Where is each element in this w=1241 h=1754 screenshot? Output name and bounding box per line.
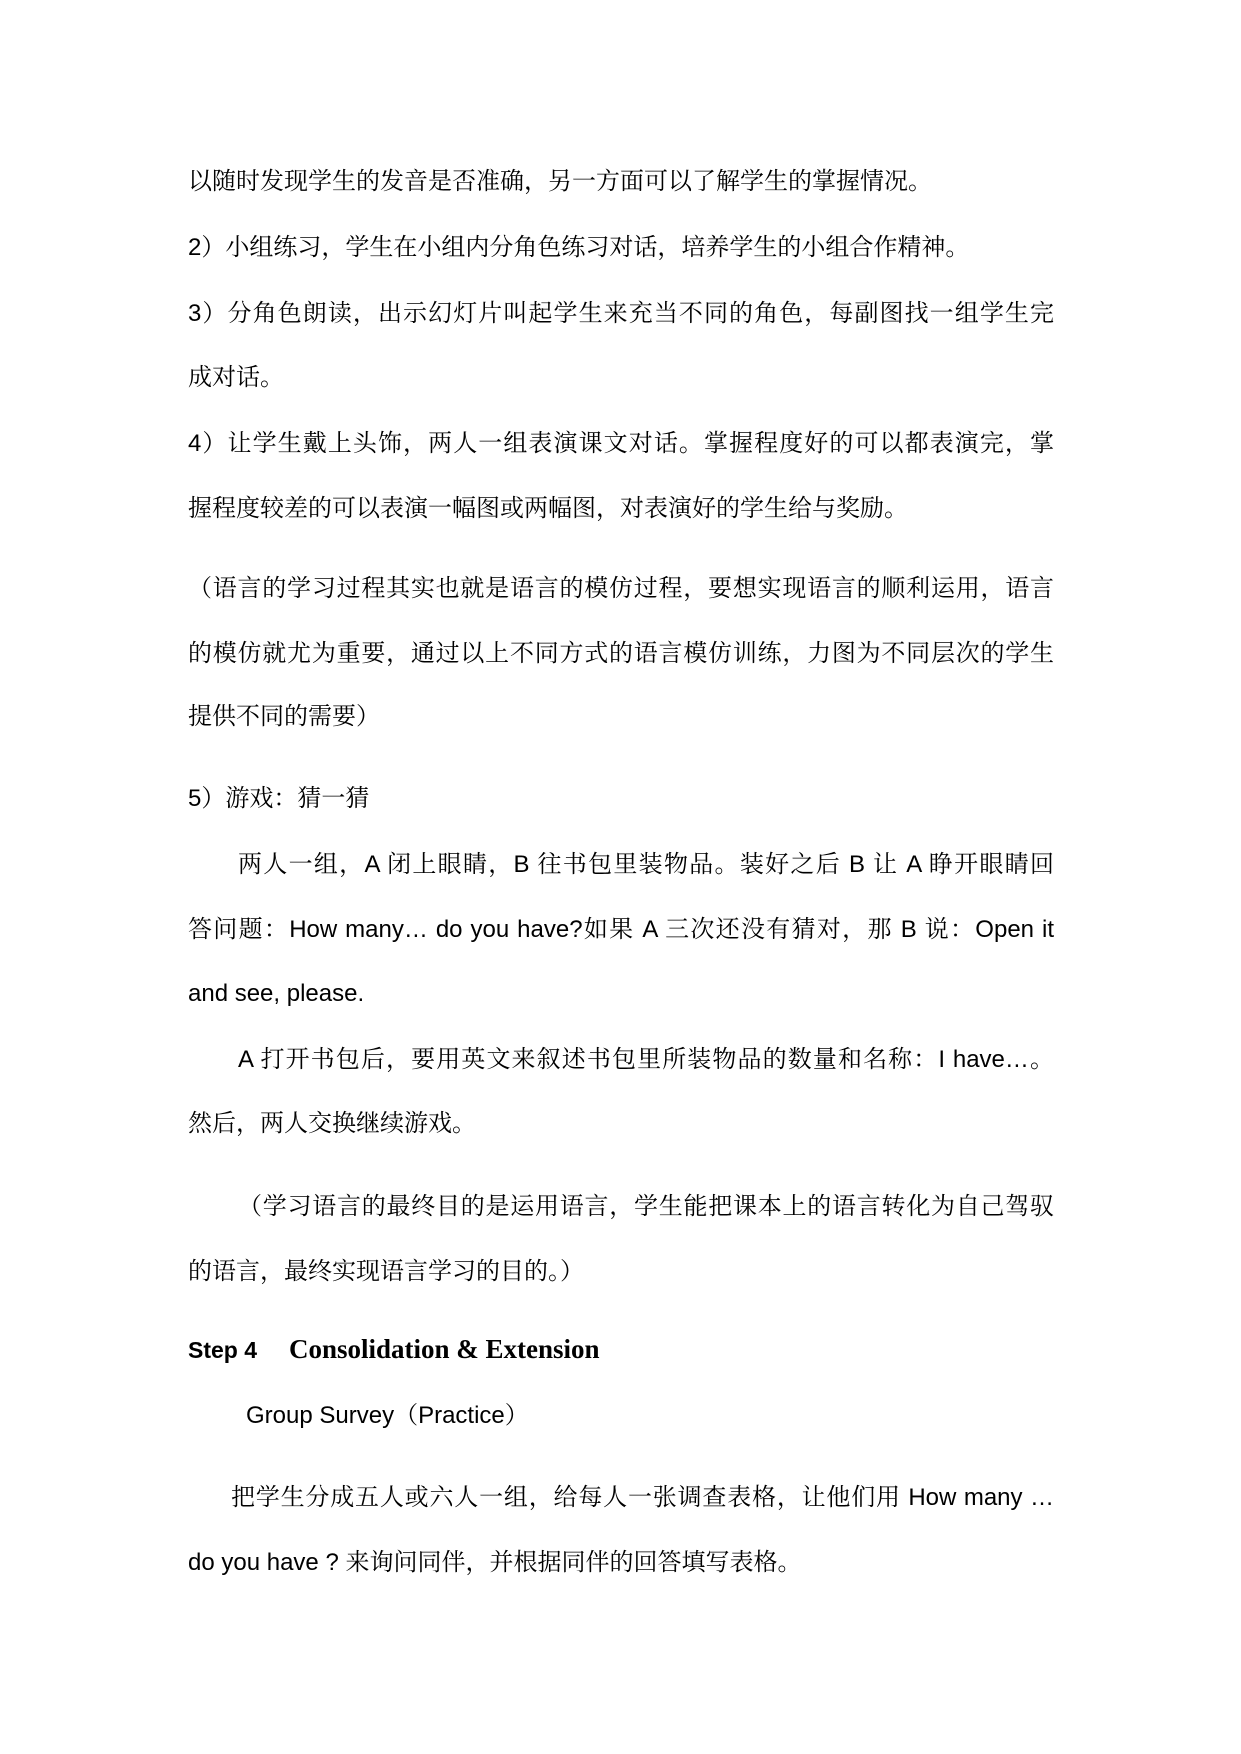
- paragraph-line: 成对话。: [188, 364, 284, 391]
- paragraph-line: 5）游戏：猜一猜: [188, 785, 370, 812]
- paragraph-line: do you have ? 来询问同伴，并根据同伴的回答填写表格。: [188, 1549, 802, 1576]
- step-label: Step 4: [188, 1337, 258, 1363]
- paragraph-line: 握程度较差的可以表演一幅图或两幅图，对表演好的学生给与奖励。: [188, 495, 908, 522]
- paragraph-line: A 打开书包后，要用英文来叙述书包里所装物品的数量和名称：I have…。: [238, 1046, 1054, 1073]
- paragraph-line: 把学生分成五人或六人一组，给每人一张调查表格，让他们用 How many …: [231, 1484, 1054, 1511]
- step-title: Consolidation & Extension: [289, 1334, 600, 1364]
- paragraph-line: （学习语言的最终目的是运用语言，学生能把课本上的语言转化为自己驾驭: [238, 1193, 1054, 1220]
- paragraph-line: （语言的学习过程其实也就是语言的模仿过程，要想实现语言的顺利运用，语言: [188, 575, 1054, 602]
- paragraph-line: 4）让学生戴上头饰，两人一组表演课文对话。掌握程度好的可以都表演完，掌: [188, 430, 1054, 457]
- paragraph-line: 以随时发现学生的发音是否准确，另一方面可以了解学生的掌握情况。: [188, 168, 932, 195]
- paragraph-line: and see, please.: [188, 980, 365, 1007]
- paragraph-line: 提供不同的需要）: [188, 703, 380, 730]
- paragraph-line: 答问题：How many… do you have?如果 A 三次还没有猜对，那 B 说：Open it: [188, 916, 1054, 943]
- paragraph-line: 3）分角色朗读，出示幻灯片叫起学生来充当不同的角色，每副图找一组学生完: [188, 300, 1054, 327]
- paragraph-line: 两人一组，A 闭上眼睛，B 往书包里装物品。装好之后 B 让 A 睁开眼睛回: [238, 851, 1054, 878]
- paragraph-line: 2）小组练习，学生在小组内分角色练习对话，培养学生的小组合作精神。: [188, 234, 970, 261]
- subtitle-line: Group Survey（Practice）: [246, 1402, 529, 1429]
- paragraph-line: 的模仿就尤为重要，通过以上不同方式的语言模仿训练，力图为不同层次的学生: [188, 640, 1054, 667]
- paragraph-line: 然后，两人交换继续游戏。: [188, 1110, 476, 1137]
- step-heading: [188, 1334, 1054, 1370]
- paragraph-line: 的语言，最终实现语言学习的目的。）: [188, 1258, 584, 1285]
